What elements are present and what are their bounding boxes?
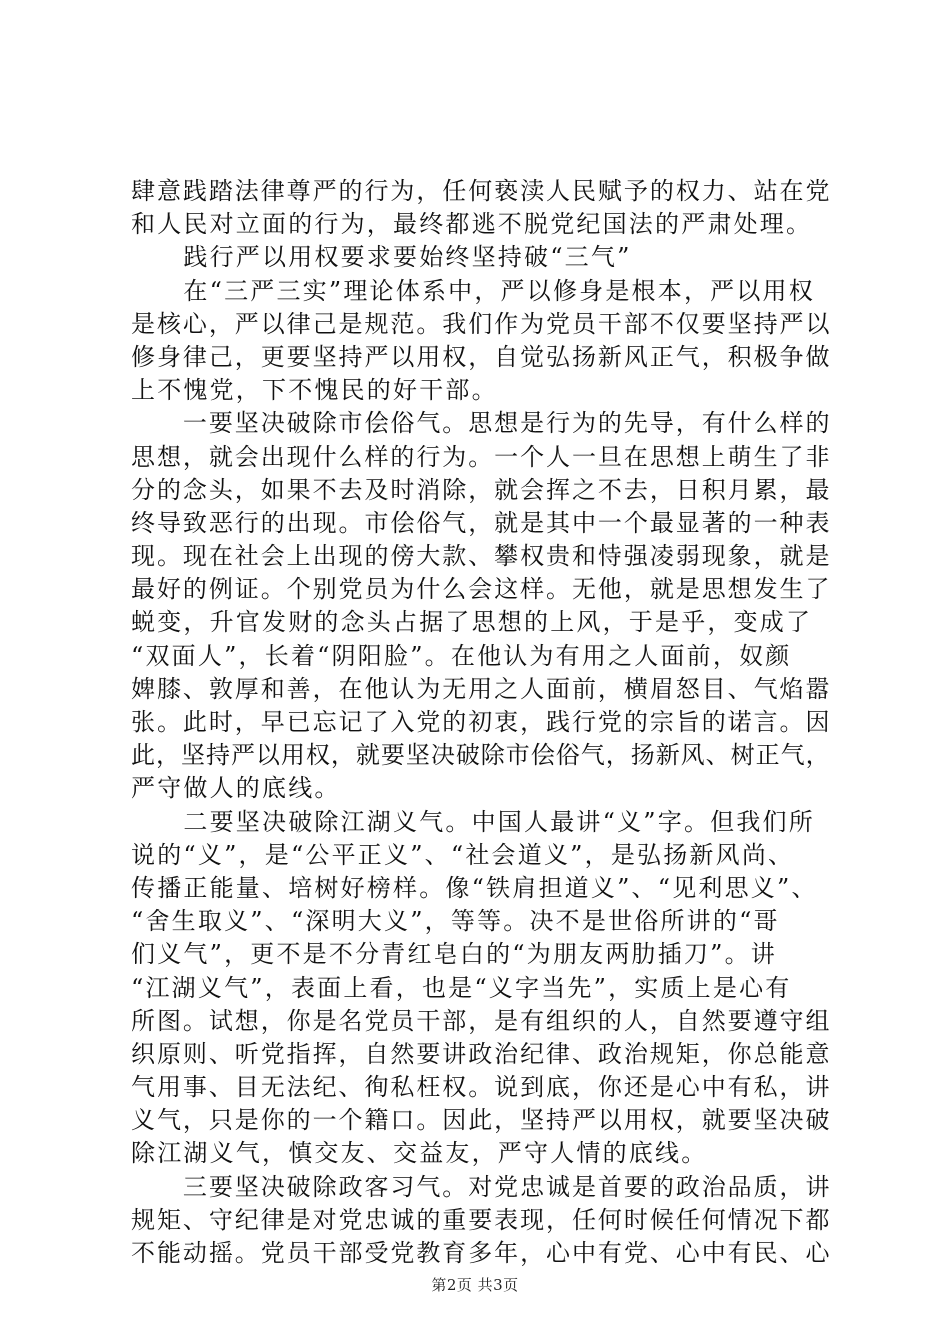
text-line: 二要坚决破除江湖义气。中国人最讲“义”字。但我们所 <box>131 807 815 836</box>
page-footer: 第2页 共3页 <box>431 1276 519 1294</box>
text-line: 不能动摇。党员干部受党教育多年，心中有党、心中有民、心 <box>131 1239 832 1267</box>
text-line: 和人民对立面的行为，最终都逃不脱党纪国法的严肃处理。 <box>131 210 813 239</box>
text-line: “舍生取义”、“深明大义”，等等。决不是世俗所讲的“哥 <box>131 907 780 936</box>
text-line: 们义气”，更不是不分青红皂白的“为朋友两肋插刀”。讲 <box>131 940 778 969</box>
text-line: 现。现在社会上出现的傍大款、攀权贵和恃强凌弱现象，就是 <box>131 542 832 571</box>
text-line: 三要坚决破除政客习气。对党忠诚是首要的政治品质，讲 <box>131 1172 832 1201</box>
text-line: 践行严以用权要求要始终坚持破“三气” <box>131 243 632 272</box>
text-line: 织原则、听党指挥，自然要讲政治纪律、政治规矩，你总能意 <box>131 1039 832 1068</box>
text-line: 此，坚持严以用权，就要坚决破除市侩俗气，扬新风、树正气， <box>131 741 831 770</box>
text-line: 分的念头，如果不去及时消除，就会挥之不去，日积月累，最 <box>131 475 832 504</box>
text-line: 肆意践踏法律尊严的行为，任何亵渎人民赋予的权力、站在党 <box>131 177 832 205</box>
text-line: 说的“义”，是“公平正义”、“社会道义”，是弘扬新风尚、 <box>131 840 795 869</box>
text-line: 气用事、目无法纪、徇私枉权。说到底，你还是心中有私，讲 <box>131 1073 832 1102</box>
text-line: 终导致恶行的出现。市侩俗气，就是其中一个最显著的一种表 <box>131 508 832 537</box>
text-line: 规矩、守纪律是对党忠诚的重要表现，任何时候任何情况下都 <box>131 1205 832 1234</box>
text-line: 严守做人的底线。 <box>131 774 341 803</box>
text-line: “双面人”，长着“阴阳脸”。在他认为有用之人面前，奴颜 <box>131 641 792 670</box>
text-line: 除江湖义气，慎交友、交益友，严守人情的底线。 <box>131 1139 708 1168</box>
text-line: 思想，就会出现什么样的行为。一个人一旦在思想上萌生了非 <box>131 442 832 471</box>
text-line: 是核心，严以律己是规范。我们作为党员干部不仅要坚持严以 <box>131 309 832 338</box>
text-line: 传播正能量、培树好榜样。像“铁肩担道义”、“见利思义”、 <box>131 873 818 902</box>
text-line: 蜕变，升官发财的念头占据了思想的上风，于是乎，变成了 <box>131 608 813 637</box>
text-line: 张。此时，早已忘记了入党的初衷，践行党的宗旨的诺言。因 <box>131 708 832 736</box>
text-line: 修身律己，更要坚持严以用权，自觉弘扬新风正气，积极争做 <box>131 342 832 371</box>
text-line: 婢膝、敦厚和善，在他认为无用之人面前，横眉怒目、气焰嚣 <box>131 674 832 703</box>
text-line: “江湖义气”，表面上看，也是“义字当先”，实质上是心有 <box>131 973 792 1002</box>
text-line: 义气，只是你的一个籍口。因此，坚持严以用权，就要坚决破 <box>131 1106 832 1135</box>
text-line: 在“三严三实”理论体系中，严以修身是根本，严以用权 <box>131 276 815 305</box>
text-line: 一要坚决破除市侩俗气。思想是行为的先导，有什么样的 <box>131 409 832 438</box>
text-line: 上不愧党，下不愧民的好干部。 <box>131 376 498 405</box>
document-body <box>131 175 831 1270</box>
text-line: 最好的例证。个别党员为什么会这样。无他，就是思想发生了 <box>131 575 832 604</box>
text-line: 所图。试想，你是名党员干部，是有组织的人，自然要遵守组 <box>131 1006 832 1035</box>
